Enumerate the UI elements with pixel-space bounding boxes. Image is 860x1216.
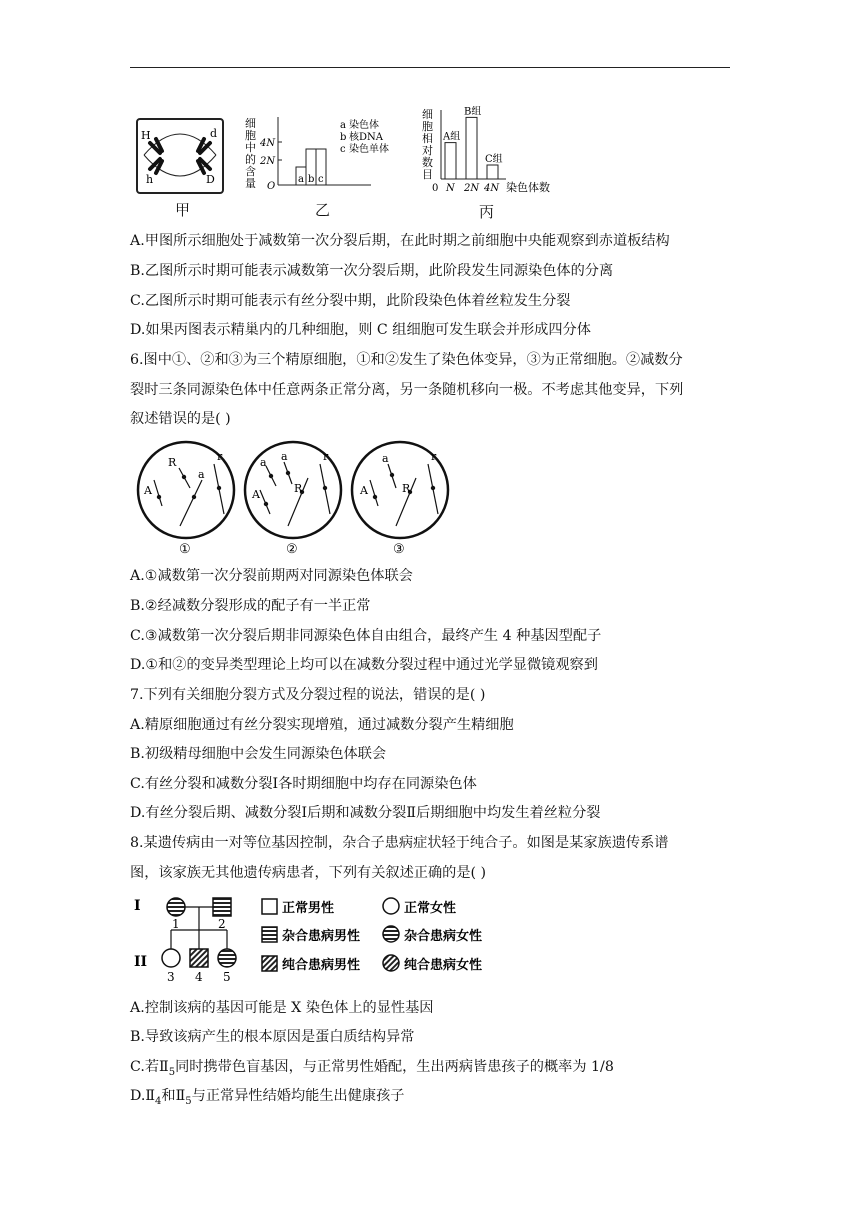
bing-xtick-4N: 4N <box>484 183 500 194</box>
legend-symbol-het-female <box>383 926 399 942</box>
q5-option-a: A.甲图所示细胞处于减数第一次分裂后期，在此时期之前细胞中央能观察到赤道板结构 <box>130 233 670 249</box>
yi-legend-text-a: 染色体 <box>349 120 379 131</box>
figure-jia-caption: 甲 <box>175 201 191 219</box>
cell-caption-2: ② <box>286 542 298 556</box>
yi-legend-key-c: c <box>340 144 346 155</box>
q8-option-a: A.控制该病的基因可能是 X 染色体上的显性基因 <box>130 1000 434 1016</box>
svg-text:细: 细 <box>422 108 433 121</box>
cell3-label-R: R <box>402 482 411 495</box>
q8-option-c: C.若$Ⅱ_5$同时携带色盲基因，与正常男性婚配，生出两病皆患孩子的概率为 1/8 <box>130 1059 614 1078</box>
jia-label-D: D <box>206 173 215 186</box>
figure-cells <box>132 440 454 556</box>
cell1-label-R: R <box>168 456 177 469</box>
yi-bar-label-c: c <box>318 174 324 185</box>
bing-xtick-2N: 2N <box>464 183 480 194</box>
cell2-label-a1: a <box>260 456 267 469</box>
legend-symbol-het-male <box>262 927 277 942</box>
q7-option-b: B.初级精母细胞中会发生同源染色体联会 <box>130 746 387 762</box>
bing-group-label-2: C组 <box>485 154 503 165</box>
yi-tick-2N: 2N <box>260 156 276 167</box>
q6-option-a: A.①减数第一次分裂前期两对同源染色体联会 <box>130 568 413 584</box>
header-rule <box>130 67 730 68</box>
figure-yi-caption: 乙 <box>315 201 331 219</box>
generation-label-I: I <box>134 898 141 914</box>
individual-number-4: 4 <box>195 970 203 982</box>
q7-option-c: C.有丝分裂和减数分裂Ⅰ各时期细胞中均存在同源染色体 <box>130 776 477 792</box>
individual-I-1 <box>167 898 185 916</box>
figure-jia <box>134 117 228 197</box>
q6-stem-line-1: 6.图中①、②和③为三个精原细胞，①和②发生了染色体变异，③为正常细胞。②减数分 <box>130 352 683 368</box>
q6-option-b: B.②经减数分裂形成的配子有一半正常 <box>130 598 371 614</box>
cell-3 <box>352 442 448 538</box>
individual-II-4 <box>190 949 208 967</box>
svg-text:含: 含 <box>245 165 256 178</box>
bing-xtick-0: 0 <box>432 183 439 194</box>
legend-het-female: 杂合患病女性 <box>404 929 483 944</box>
yi-legend-text-c: 染色单体 <box>349 144 389 155</box>
q8-stem-line-2: 图，该家族无其他遗传病患者，下列有关叙述正确的是( ) <box>130 865 487 881</box>
legend-symbol-normal-male <box>262 899 277 914</box>
cell1-label-a: a <box>198 468 205 481</box>
yi-tick-O: O <box>267 181 276 192</box>
cell3-label-A: A <box>360 484 368 497</box>
cell1-label-r: r <box>217 450 223 463</box>
svg-text:量: 量 <box>245 177 256 190</box>
cell3-label-a: a <box>382 452 389 465</box>
legend-normal-male: 正常男性 <box>282 901 335 916</box>
svg-text:相: 相 <box>422 132 433 145</box>
q6-option-d: D.①和②的变异类型理论上均可以在减数分裂过程中通过光学显微镜观察到 <box>130 657 598 673</box>
yi-legend-text-b: 核DNA <box>349 132 383 143</box>
chromosome-group-left <box>150 139 162 173</box>
q5-option-c: C.乙图所示时期可能表示有丝分裂中期，此阶段染色体着丝粒发生分裂 <box>130 293 571 309</box>
q5-option-b: B.乙图所示时期可能表示减数第一次分裂后期，此阶段发生同源染色体的分离 <box>130 263 614 279</box>
figure-bing <box>420 106 570 196</box>
bing-ylabel <box>422 108 433 181</box>
chromosome-group-right <box>198 139 210 173</box>
figure-bing-caption: 丙 <box>479 203 495 221</box>
individual-number-5: 5 <box>223 970 231 982</box>
q5-option-d: D.如果丙图表示精巢内的几种细胞，则 C 组细胞可发生联会并形成四分体 <box>130 322 591 338</box>
figure-yi <box>243 113 393 193</box>
svg-text:对: 对 <box>422 144 433 157</box>
generation-label-II: II <box>134 954 148 970</box>
legend-symbol-normal-female <box>383 898 399 914</box>
individual-II-3 <box>162 949 180 967</box>
svg-text:中: 中 <box>245 141 256 154</box>
q8-option-d: $D.Ⅱ_4$和$Ⅱ_5$与正常异性结婚均能生出健康孩子 <box>130 1088 405 1107</box>
cell2-label-r: r <box>323 450 329 463</box>
yi-ylabel <box>245 117 256 190</box>
q6-option-c: C.③减数第一次分裂后期非同源染色体自由组合，最终产生 4 种基因型配子 <box>130 628 602 644</box>
svg-text:细: 细 <box>245 117 256 130</box>
yi-tick-4N: 4N <box>260 138 276 149</box>
bing-group-label-1: B组 <box>464 106 482 118</box>
individual-number-2: 2 <box>218 917 226 931</box>
cell2-label-a2: a <box>281 450 288 463</box>
cell-1 <box>138 442 234 538</box>
legend-normal-female: 正常女性 <box>404 901 457 916</box>
q6-stem-line-2: 裂时三条同源染色体中任意两条正常分离，另一条随机移向一极。不考虑其他变异，下列 <box>130 382 684 398</box>
cell3-label-r: r <box>431 450 437 463</box>
jia-label-d: d <box>210 127 218 140</box>
individual-number-3: 3 <box>167 970 175 982</box>
svg-text:目: 目 <box>422 168 433 181</box>
cell1-label-A: A <box>144 484 152 497</box>
individual-II-5 <box>218 949 236 967</box>
bing-xtick-N: N <box>446 183 455 194</box>
cell-caption-3: ③ <box>393 542 405 556</box>
yi-legend-key-a: a <box>340 120 346 131</box>
cell2-label-R: R <box>294 482 303 495</box>
svg-text:数: 数 <box>422 156 433 169</box>
legend-hom-female: 纯合患病女性 <box>404 958 483 973</box>
figure-pedigree <box>130 890 510 982</box>
q7-option-a: A.精原细胞通过有丝分裂实现增殖，通过减数分裂产生精细胞 <box>130 717 514 733</box>
cell-caption-1: ① <box>179 542 191 556</box>
svg-text:胞: 胞 <box>245 129 256 142</box>
yi-legend-key-b: b <box>340 132 347 143</box>
yi-bar-label-a: a <box>298 174 304 185</box>
legend-hom-male: 纯合患病男性 <box>282 958 361 973</box>
bing-group-label-0: A组 <box>443 131 461 143</box>
individual-I-2 <box>213 898 231 916</box>
jia-label-h: h <box>146 173 154 186</box>
q6-stem-line-3: 叙述错误的是( ) <box>130 411 231 427</box>
bing-bar-2N <box>466 117 477 179</box>
yi-legend <box>340 118 389 155</box>
cell-2 <box>245 442 341 538</box>
q8-option-b: B.导致该病产生的根本原因是蛋白质结构异常 <box>130 1029 415 1045</box>
bing-bar-N <box>445 143 456 179</box>
q7-stem: 7.下列有关细胞分裂方式及分裂过程的说法，错误的是( ) <box>130 687 486 703</box>
legend-het-male: 杂合患病男性 <box>282 929 361 944</box>
legend-symbol-hom-male <box>262 956 277 971</box>
bing-bar-4N <box>487 165 498 179</box>
q7-option-d: D.有丝分裂后期、减数分裂Ⅰ后期和减数分裂Ⅱ后期细胞中均发生着丝粒分裂 <box>130 805 601 821</box>
bing-xlabel: 染色体数 <box>506 181 550 194</box>
svg-text:胞: 胞 <box>422 120 433 133</box>
individual-number-1: 1 <box>172 917 180 931</box>
jia-label-H: H <box>141 129 151 142</box>
q8-stem-line-1: 8.某遗传病由一对等位基因控制，杂合子患病症状轻于纯合子。如图是某家族遗传系谱 <box>130 835 669 851</box>
svg-text:的: 的 <box>245 153 256 166</box>
legend-symbol-hom-female <box>383 955 399 971</box>
cell2-label-A: A <box>252 488 260 501</box>
yi-bar-label-b: b <box>308 174 315 185</box>
